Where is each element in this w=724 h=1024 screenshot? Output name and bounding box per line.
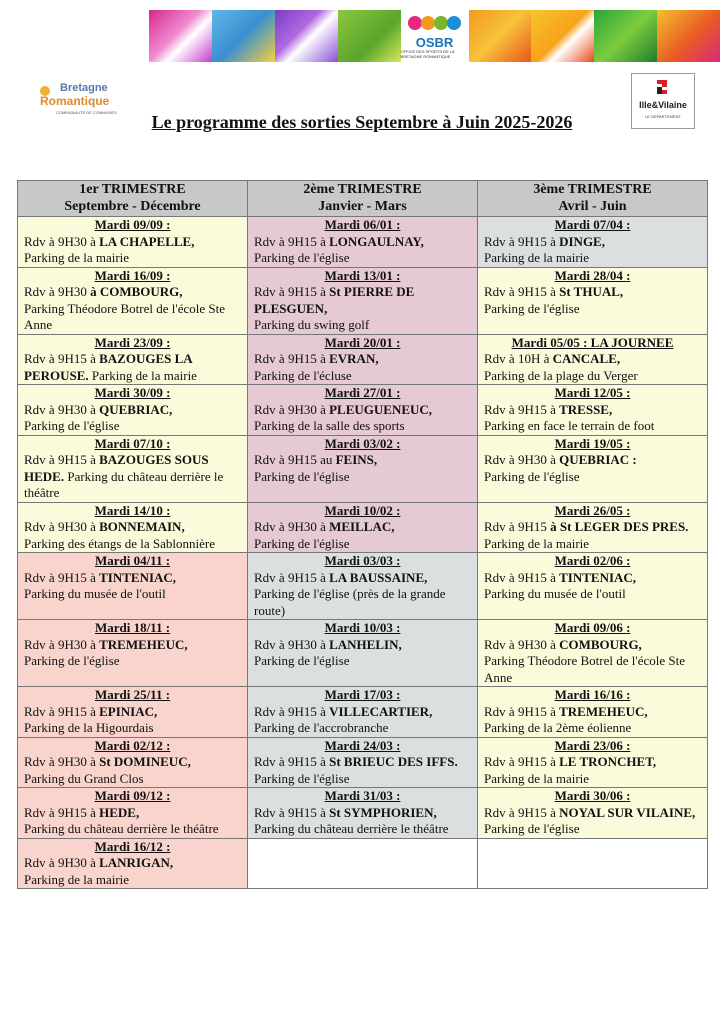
- department-mark-icon: [654, 78, 670, 96]
- outing-place: St PIERRE DE PLESGUEN,: [254, 284, 415, 316]
- outing-date: Mardi 03/02 :: [324, 435, 401, 451]
- meeting-time: Rdv à 9H15 à: [484, 754, 560, 769]
- outing-date: Mardi 09/06 :: [554, 620, 631, 635]
- osbr-logo: [401, 10, 469, 62]
- header-title: 1er TRIMESTRE: [79, 182, 186, 197]
- outing-cell: [248, 620, 478, 687]
- empty-cell: [478, 838, 708, 889]
- outing-place: EVRAN,: [329, 351, 379, 366]
- meeting-time: Rdv à 9H30 à: [24, 519, 100, 534]
- outings-table: [17, 180, 708, 889]
- outing-place: LE TRONCHET,: [559, 754, 657, 769]
- outing-cell: [478, 385, 708, 436]
- outing-cell: [18, 385, 248, 436]
- outing-date: Mardi 03/03 :: [324, 553, 401, 568]
- outing-date: Mardi 27/01 :: [324, 385, 401, 400]
- meeting-time: Rdv à 9H30 à: [484, 452, 560, 467]
- parking-details: Parking de la mairie: [88, 367, 197, 383]
- outing-date: Mardi 30/06 :: [554, 788, 631, 803]
- header-title: 2ème TRIMESTRE: [303, 182, 422, 197]
- outing-date: Mardi 09/12 :: [94, 788, 171, 803]
- table-row: [18, 385, 708, 436]
- table-header-row: [18, 181, 708, 217]
- outing-cell: [248, 217, 478, 268]
- outing-place: TINTENIAC,: [99, 569, 177, 585]
- outing-cell: [18, 217, 248, 268]
- meeting-time: Rdv à 9H30 à: [254, 636, 330, 652]
- table-row: [18, 217, 708, 268]
- outing-place: COMBOURG,: [559, 636, 642, 652]
- header-period: Avril - Juin: [558, 199, 627, 214]
- banner-segment-5: [469, 10, 532, 62]
- outing-cell: [18, 838, 248, 889]
- outing-cell: [18, 687, 248, 738]
- header-trimester-3: [478, 181, 708, 217]
- meeting-time: Rdv à 9H15 à: [254, 703, 330, 719]
- table-row: [18, 620, 708, 687]
- parking-details: Parking de l'église: [254, 535, 350, 551]
- meeting-time: Rdv à 9H15 à: [484, 703, 560, 719]
- parking-details: Parking du Grand Clos: [24, 770, 144, 786]
- meeting-time: Rdv à 9H15 à: [254, 233, 330, 249]
- outing-cell: [478, 267, 708, 334]
- header-title: 3ème TRIMESTRE: [533, 182, 652, 197]
- outing-date: Mardi 20/01 :: [324, 334, 401, 350]
- outing-cell: [478, 435, 708, 502]
- outing-place: MEILLAC,: [329, 519, 395, 534]
- parking-details: Parking de la mairie: [484, 250, 590, 265]
- parking-details: Parking de l'église: [254, 653, 350, 668]
- meeting-time: Rdv à 9H15 à: [254, 754, 330, 769]
- parking-details: Parking du château derrière le théâtre: [254, 821, 449, 836]
- outing-cell: [18, 334, 248, 385]
- outing-place: St DOMINEUC,: [99, 754, 191, 769]
- header-period: Janvier - Mars: [318, 199, 407, 214]
- outing-cell: [478, 553, 708, 620]
- banner-segment-7: [594, 10, 657, 62]
- outing-date: Mardi 23/09 :: [94, 334, 171, 350]
- parking-details: Parking en face le terrain de foot: [484, 418, 655, 433]
- logo-line-3: COMMUNAUTÉ DE COMMUNES: [56, 110, 117, 115]
- outing-cell: [18, 553, 248, 620]
- parking-details: Parking de l'écluse: [254, 367, 352, 383]
- outing-date: Mardi 14/10 :: [94, 502, 171, 518]
- outing-place: PLEUGUENEUC,: [329, 401, 433, 417]
- outing-place: TREMEHEUC,: [99, 636, 188, 652]
- outing-place: LANHELIN,: [329, 636, 402, 652]
- parking-details: Parking de l'église: [484, 300, 580, 316]
- meeting-time: Rdv à 9H15 à: [254, 569, 330, 585]
- outing-cell: [18, 737, 248, 788]
- parking-details: Parking de la mairie: [484, 770, 590, 786]
- banner-segment-8: [657, 10, 720, 62]
- parking-details: Parking Théodore Botrel de l'école Ste Anne: [484, 653, 686, 685]
- parking-details: Parking de l'accrobranche: [254, 720, 389, 735]
- outing-date: Mardi 05/05 : LA JOURNEE: [511, 334, 674, 350]
- meeting-time: Rdv à 9H15 au: [254, 452, 336, 467]
- outing-date: Mardi 06/01 :: [324, 217, 401, 232]
- parking-details: Parking de l'église (près de la grande route): [254, 586, 446, 618]
- osbr-logo-text: OSBR: [415, 34, 454, 50]
- outing-place: TINTENIAC,: [559, 569, 637, 585]
- meeting-time: Rdv à 9H15 à: [484, 804, 560, 820]
- outing-date: Mardi 10/03 :: [324, 620, 401, 635]
- outing-date: Mardi 24/03 :: [324, 737, 401, 753]
- outing-place: BONNEMAIN,: [99, 519, 185, 534]
- outing-cell: [18, 435, 248, 502]
- outing-cell: [478, 788, 708, 839]
- outing-cell: [248, 267, 478, 334]
- meeting-time: Rdv à 9H15 à: [24, 351, 100, 366]
- outing-cell: [248, 737, 478, 788]
- table-body: [18, 217, 708, 889]
- meeting-time: Rdv à 9H15: [484, 519, 551, 534]
- meeting-time: Rdv à 9H15 à: [24, 569, 100, 585]
- meeting-time: Rdv à 9H15 à: [24, 804, 100, 820]
- meeting-time: Rdv à 9H15 à: [24, 703, 100, 719]
- meeting-time: Rdv à 9H15 à: [484, 284, 560, 299]
- parking-details: Parking Théodore Botrel de l'école Ste Anne: [24, 300, 226, 332]
- banner-segment-4: [338, 10, 401, 62]
- outing-cell: [248, 553, 478, 620]
- table-row: [18, 267, 708, 334]
- outing-cell: [18, 502, 248, 553]
- outing-place: QUEBRIAC :: [559, 452, 637, 467]
- outing-place: CANCALE,: [552, 351, 621, 366]
- outing-place: NOYAL SUR VILAINE,: [559, 804, 696, 820]
- parking-details: Parking de la salle des sports: [254, 418, 405, 433]
- table-row: [18, 553, 708, 620]
- outing-date: Mardi 13/01 :: [324, 267, 401, 283]
- parking-details: Parking de la plage du Verger: [484, 367, 638, 383]
- banner-segment-2: [212, 10, 275, 62]
- header-trimester-2: [248, 181, 478, 217]
- outing-date: Mardi 18/11 :: [94, 620, 171, 635]
- outing-place: VILLECARTIER,: [329, 703, 433, 719]
- header-period: Septembre - Décembre: [64, 199, 201, 214]
- outing-cell: [248, 788, 478, 839]
- outing-cell: [248, 435, 478, 502]
- table-row: [18, 502, 708, 553]
- outing-date: Mardi 28/04 :: [554, 267, 631, 283]
- outing-date: Mardi 12/05 :: [554, 385, 631, 400]
- outing-cell: [478, 217, 708, 268]
- outing-date: Mardi 02/12 :: [94, 737, 171, 753]
- parking-details: Parking de l'église: [254, 770, 350, 786]
- outing-place: HEDE,: [99, 804, 140, 820]
- meeting-time: Rdv à 9H15 à: [484, 401, 560, 417]
- outing-cell: [18, 620, 248, 687]
- outing-date: Mardi 17/03 :: [324, 687, 401, 702]
- parking-details: Parking de l'église: [24, 418, 120, 433]
- table-row: [18, 435, 708, 502]
- outing-date: Mardi 16/09 :: [94, 267, 171, 283]
- meeting-time: Rdv à 9H15 à: [24, 452, 100, 467]
- outing-date: Mardi 04/11 :: [94, 553, 171, 568]
- outing-place: QUEBRIAC,: [99, 401, 173, 417]
- outing-place: à St LEGER DES PRES.: [550, 519, 689, 534]
- outing-cell: [248, 334, 478, 385]
- logo-line-1: Bretagne: [60, 82, 108, 94]
- header-trimester-1: [18, 181, 248, 217]
- meeting-time: Rdv à 9H30 à: [24, 233, 100, 249]
- outing-place: TREMEHEUC,: [559, 703, 648, 719]
- parking-details: Parking du château derrière le théâtre: [24, 468, 224, 500]
- sports-banner: [149, 10, 720, 62]
- outing-cell: [248, 502, 478, 553]
- outing-date: Mardi 23/06 :: [554, 737, 631, 753]
- parking-details: Parking du musée de l'outil: [484, 586, 626, 601]
- outing-date: Mardi 31/03 :: [324, 788, 401, 803]
- meeting-time: Rdv à 10H à: [484, 351, 553, 366]
- parking-details: Parking de l'église: [254, 468, 350, 484]
- outing-date: Mardi 07/04 :: [554, 217, 631, 232]
- parking-details: Parking de la mairie: [24, 871, 130, 887]
- parking-details: Parking de la 2ème éolienne: [484, 720, 632, 735]
- parking-details: Parking du swing golf: [254, 317, 370, 332]
- table-row: [18, 737, 708, 788]
- outing-date: Mardi 26/05 :: [554, 502, 631, 518]
- outing-date: Mardi 16/16 :: [554, 687, 631, 702]
- parking-details: Parking de la Higourdais: [24, 720, 154, 735]
- outing-place: à COMBOURG,: [90, 284, 183, 299]
- meeting-time: Rdv à 9H30 à: [484, 636, 560, 652]
- outing-date: Mardi 30/09 :: [94, 385, 171, 400]
- parking-details: Parking de la mairie: [484, 535, 590, 551]
- logo-name: Ille&Vilaine: [639, 100, 687, 110]
- outing-place: BAZOUGES SOUS HEDE.: [24, 452, 209, 484]
- parking-details: Parking de l'église: [254, 250, 350, 265]
- meeting-time: Rdv à 9H30 à: [254, 519, 330, 534]
- outing-place: St BRIEUC DES IFFS.: [329, 754, 458, 769]
- meeting-time: Rdv à 9H30 à: [254, 401, 330, 417]
- meeting-time: Rdv à 9H15 à: [484, 233, 560, 249]
- outing-place: LANRIGAN,: [99, 855, 174, 870]
- outing-cell: [248, 687, 478, 738]
- table-row: [18, 788, 708, 839]
- outing-date: Mardi 10/02 :: [324, 502, 401, 518]
- outing-place: TRESSE,: [559, 401, 613, 417]
- outing-cell: [478, 502, 708, 553]
- osbr-figures-icon: [406, 14, 464, 36]
- outing-cell: [478, 737, 708, 788]
- outing-date: Mardi 16/12 :: [94, 838, 171, 854]
- meeting-time: Rdv à 9H15 à: [254, 351, 330, 366]
- outing-place: FEINS,: [335, 452, 378, 467]
- outing-date: Mardi 07/10 :: [94, 435, 171, 451]
- meeting-time: Rdv à 9H15 à: [254, 804, 330, 820]
- meeting-time: Rdv à 9H30 à: [24, 401, 100, 417]
- outing-cell: [478, 687, 708, 738]
- outing-date: Mardi 19/05 :: [554, 435, 631, 451]
- banner-segment-3: [275, 10, 338, 62]
- meeting-time: Rdv à 9H15 à: [254, 284, 330, 299]
- outing-date: Mardi 02/06 :: [554, 553, 631, 568]
- outing-place: LONGAULNAY,: [329, 233, 424, 249]
- outing-place: LA CHAPELLE,: [99, 233, 195, 249]
- outing-date: Mardi 09/09 :: [94, 217, 171, 232]
- parking-details: Parking des étangs de la Sablonnière: [24, 535, 215, 551]
- meeting-time: Rdv à 9H15 à: [484, 569, 560, 585]
- outing-cell: [478, 620, 708, 687]
- banner-segment-1: [149, 10, 212, 62]
- table-row: [18, 334, 708, 385]
- outing-cell: [478, 334, 708, 385]
- table-row: [18, 687, 708, 738]
- logo-subtitle: LE DÉPARTEMENT: [645, 114, 681, 119]
- page-title: Le programme des sorties Septembre à Juin 2025-2026: [151, 112, 573, 132]
- parking-details: Parking du château derrière le théâtre: [24, 821, 219, 836]
- outing-place: St THUAL,: [559, 284, 624, 299]
- outing-place: LA BAUSSAINE,: [329, 569, 428, 585]
- empty-cell: [248, 838, 478, 889]
- outing-place: BAZOUGES LA PEROUSE.: [24, 351, 192, 383]
- outing-cell: [18, 788, 248, 839]
- parking-details: Parking du musée de l'outil: [24, 586, 166, 601]
- parking-details: Parking de l'église: [484, 821, 580, 836]
- parking-details: Parking de l'église: [24, 653, 120, 668]
- parking-details: Parking de la mairie: [24, 250, 130, 265]
- meeting-time: Rdv à 9H30 à: [24, 636, 100, 652]
- outing-place: DINGE,: [559, 233, 605, 249]
- meeting-time: Rdv à 9H30: [24, 284, 91, 299]
- parking-details: Parking de l'église: [484, 468, 580, 484]
- outing-place: EPINIAC,: [99, 703, 158, 719]
- logo-line-2: Romantique: [40, 94, 110, 108]
- outing-place: St SYMPHORIEN,: [329, 804, 437, 820]
- meeting-time: Rdv à 9H30 à: [24, 754, 100, 769]
- table-row: [18, 838, 708, 889]
- outing-cell: [18, 267, 248, 334]
- outing-cell: [248, 385, 478, 436]
- osbr-logo-subtitle: OFFICE DES SPORTS DE LA BRETAGNE ROMANTIQUE: [400, 48, 455, 59]
- banner-segment-6: [531, 10, 594, 62]
- outing-date: Mardi 25/11 :: [94, 687, 171, 702]
- meeting-time: Rdv à 9H30 à: [24, 855, 100, 870]
